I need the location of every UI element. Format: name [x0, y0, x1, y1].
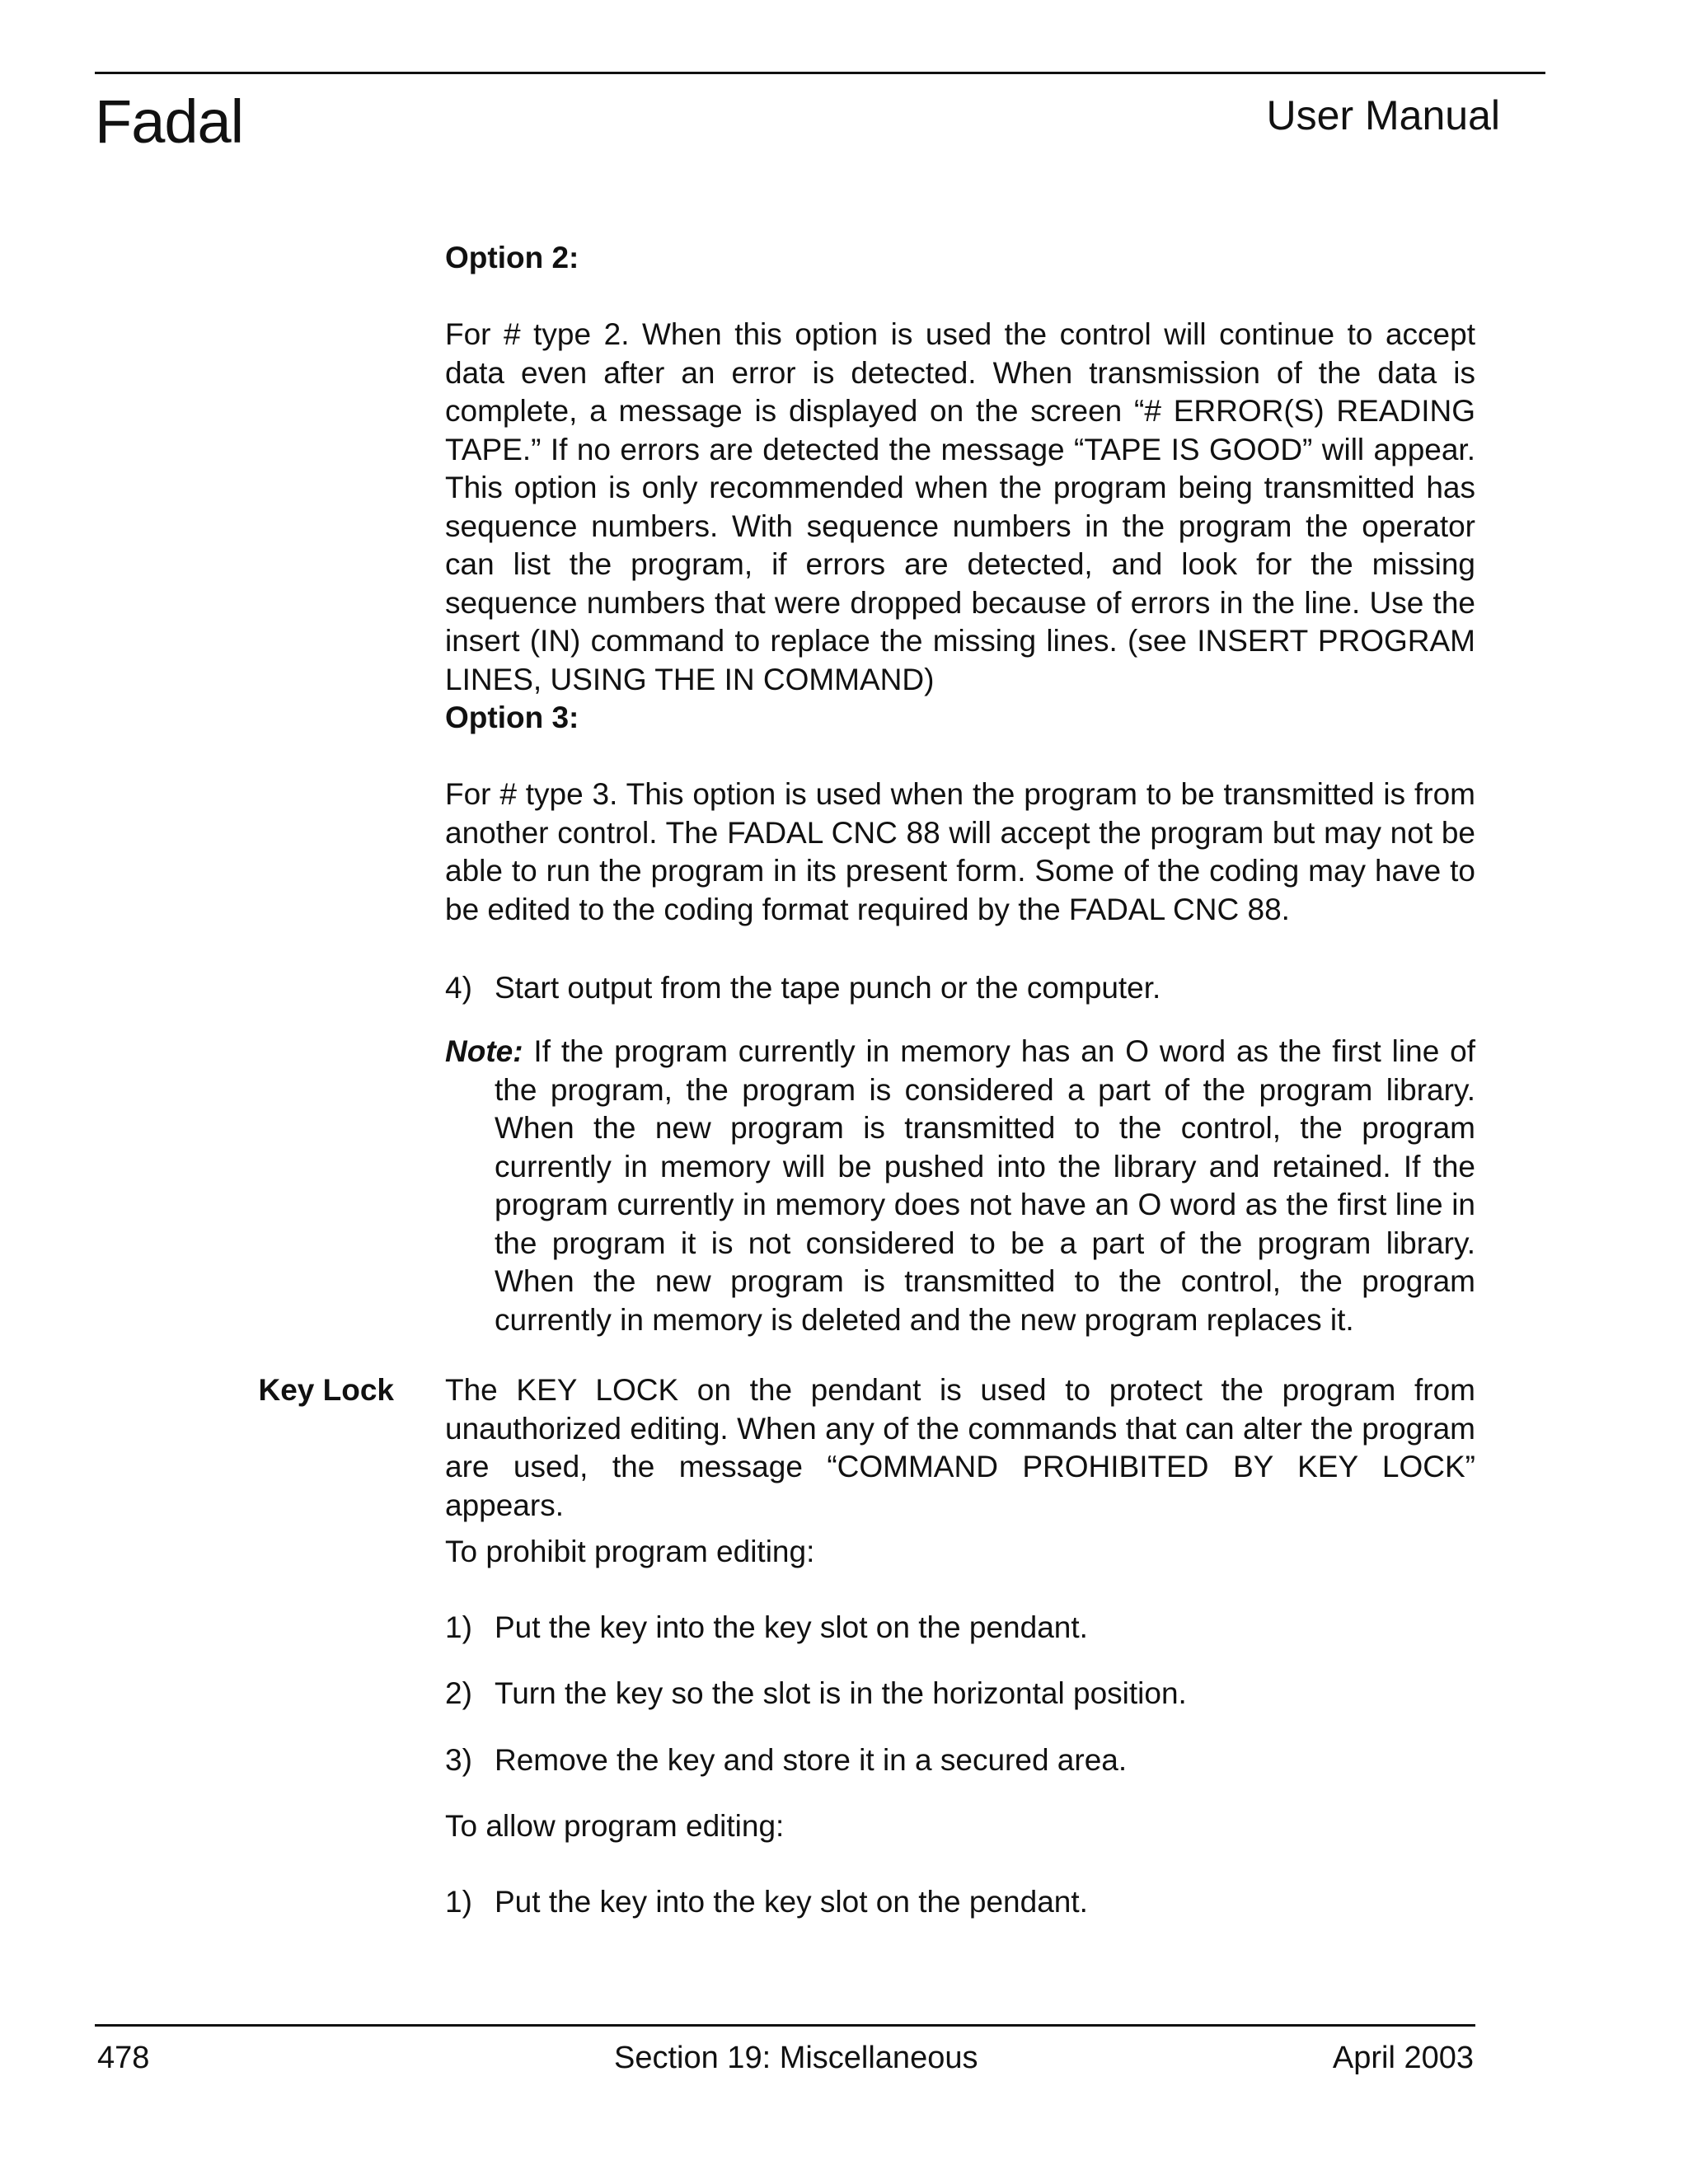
step-text: Put the key into the key slot on the pendant. — [495, 1885, 1088, 1919]
key-lock-body: The KEY LOCK on the pendant is used to protect the program from unauthorized editing. When any of the commands that can alter the program are used, the message “COMMAND PROHIBITED BY KEY LOCK” appears. — [445, 1373, 1475, 1522]
step-text: Put the key into the key slot on the pendant. — [495, 1610, 1088, 1644]
document-title: User Manual — [1266, 92, 1500, 138]
option-3-body: For # type 3. This option is used when the program to be transmitted is from another control. The FADAL CNC 88 will accept the program but may not be able to run the program in its present form. Some of the coding may have to be edited to the coding format required by the FADAL CNC 88. — [445, 777, 1475, 926]
option-3-heading: Option 3: — [445, 701, 579, 734]
step-number: 1) — [445, 1610, 472, 1644]
allow-intro: To allow program editing: — [445, 1809, 785, 1843]
header-rule — [95, 72, 1545, 74]
page-number: 478 — [97, 2041, 150, 2075]
footer-date: April 2003 — [1332, 2041, 1474, 2075]
prohibit-intro: To prohibit program editing: — [445, 1535, 815, 1568]
note-text: If the program currently in memory has an O word as the first line of the program, the program is considered a part of the program library. When the new program is transmitted to the control, the program currently in memory will be pushed into the library and retained. If the program currently in memory does not have an O word as the first line in the program it is not considered to be a part of the program library. When the new program is transmitted to the control, the program currently in memory is deleted and the new program replaces it. — [495, 1034, 1475, 1337]
note-paragraph — [445, 1033, 1475, 1339]
note-label: Note: — [445, 1034, 523, 1068]
key-lock-side-heading: Key Lock — [258, 1373, 394, 1407]
step-text: Remove the key and store it in a secured area. — [495, 1743, 1128, 1777]
brand-logo-text: Fadal — [95, 87, 244, 156]
step-number: 3) — [445, 1743, 472, 1777]
step-number: 1) — [445, 1885, 472, 1919]
step-number: 2) — [445, 1676, 472, 1710]
step-text: Start output from the tape punch or the computer. — [495, 971, 1161, 1005]
option-2-body: For # type 2. When this option is used the control will continue to accept data even after an error is detected. When transmission of the data is complete, a message is displayed on the screen “# ERROR(S) READING TAPE.” If no errors are detected the message “TAPE IS GOOD” will appear. This option is only recommended when the program being transmitted has sequence numbers. With sequence numbers in the program the operator can list the program, if errors are detected, and look for the missing sequence numbers that were dropped because of errors in the line. Use the insert (IN) command to replace the missing lines. (see INSERT PROGRAM LINES, USING THE IN COMMAND) — [445, 317, 1475, 696]
footer-rule — [95, 2024, 1475, 2027]
step-text: Turn the key so the slot is in the horizontal position. — [495, 1676, 1187, 1710]
step-number: 4) — [445, 971, 472, 1005]
option-2-heading: Option 2: — [445, 241, 579, 274]
footer-section: Section 19: Miscellaneous — [614, 2041, 978, 2075]
